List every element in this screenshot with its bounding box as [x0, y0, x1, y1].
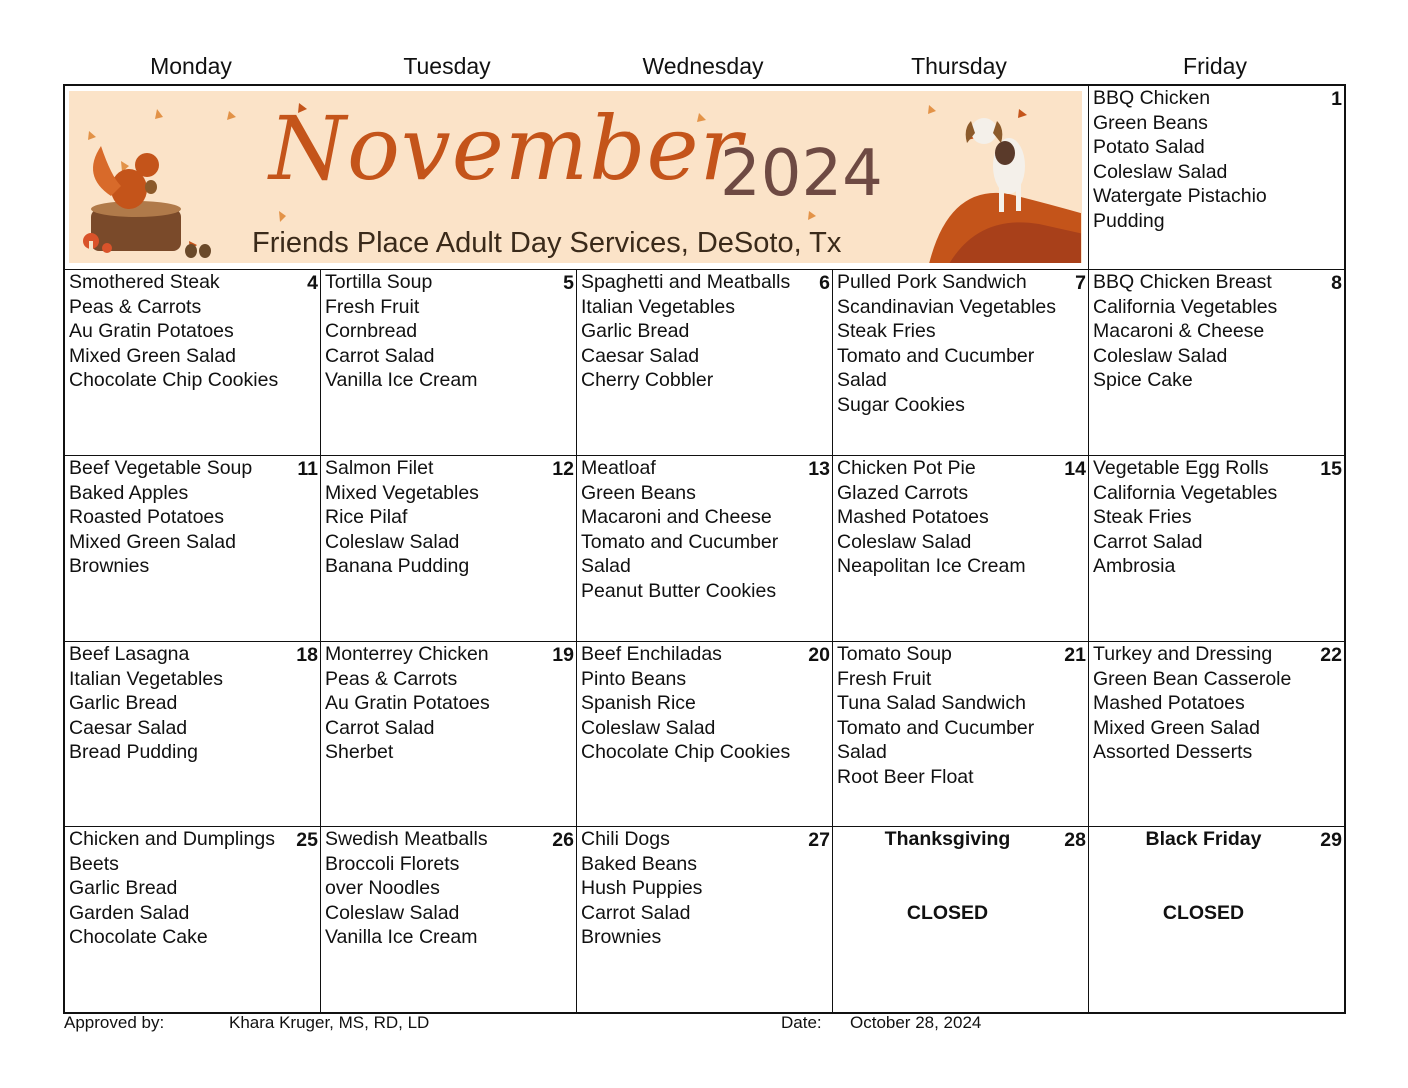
menu-item: Pinto Beans — [581, 667, 687, 690]
weekday-tuesday: Tuesday — [403, 53, 491, 79]
menu-items — [837, 456, 1084, 579]
day-cell-21 — [833, 642, 1089, 827]
day-cell-28 — [833, 827, 1089, 1012]
day-number: 7 — [1075, 272, 1086, 294]
menu-items — [1093, 86, 1340, 234]
menu-item: Scandinavian Vegetables — [837, 295, 1057, 318]
menu-item: Salmon Filet — [325, 457, 434, 479]
day-cell-27 — [577, 827, 833, 1012]
menu-item: Green Bean Casserole — [1093, 667, 1292, 690]
closed-notice: CLOSED — [906, 901, 989, 924]
approval-date: October 28, 2024 — [850, 1013, 982, 1032]
menu-item: Au Gratin Potatoes — [69, 320, 234, 343]
menu-items — [69, 642, 316, 765]
menu-item: Chocolate Chip Cookies — [69, 369, 279, 392]
menu-item: Carrot Salad — [1093, 530, 1203, 553]
holiday-name: Thanksgiving — [884, 828, 1011, 850]
day-number: 8 — [1331, 272, 1342, 294]
menu-items — [837, 642, 1084, 790]
menu-item: Mixed Green Salad — [1093, 716, 1260, 739]
menu-item: Chocolate Cake — [69, 926, 208, 949]
menu-item: California Vegetables — [1093, 481, 1278, 504]
menu-item: Coleslaw Salad — [1093, 344, 1228, 367]
day-cell-15 — [1089, 456, 1344, 642]
menu-item: Spaghetti and Meatballs — [581, 271, 791, 293]
banner-background — [69, 91, 1082, 263]
menu-item: Garden Salad — [69, 901, 190, 924]
menu-items — [581, 270, 828, 393]
menu-item: Bread Pudding — [69, 741, 199, 764]
menu-item: Assorted Desserts — [1093, 741, 1253, 764]
day-number: 28 — [1064, 829, 1086, 851]
menu-item: Caesar Salad — [581, 344, 700, 367]
day-cell-13 — [577, 456, 833, 642]
menu-item: Carrot Salad — [581, 901, 691, 924]
day-number: 1 — [1331, 88, 1342, 110]
menu-item: BBQ Chicken Breast — [1093, 271, 1272, 293]
menu-item: Meatloaf — [581, 457, 656, 479]
menu-item: Carrot Salad — [325, 344, 435, 367]
menu-item: Caesar Salad — [69, 716, 188, 739]
day-cell-20 — [577, 642, 833, 827]
day-number: 21 — [1064, 644, 1086, 666]
menu-item: Au Gratin Potatoes — [325, 692, 490, 715]
menu-item: Mixed Green Salad — [69, 530, 236, 553]
weekday-thursday: Thursday — [911, 53, 1007, 79]
menu-item: Peanut Butter Cookies — [581, 579, 777, 602]
day-cell-18 — [65, 642, 321, 827]
menu-item: Mixed Green Salad — [69, 344, 236, 367]
year-title: 2024 — [720, 137, 883, 211]
menu-items — [325, 456, 572, 579]
menu-item: Mashed Potatoes — [837, 506, 989, 529]
menu-items — [581, 456, 828, 604]
facility-subtitle: Friends Place Adult Day Services, DeSoto, Tx — [252, 227, 842, 259]
menu-item: Baked Apples — [69, 481, 189, 504]
menu-item: Coleslaw Salad — [325, 901, 460, 924]
day-number: 29 — [1320, 829, 1342, 851]
day-cell-4 — [65, 270, 321, 456]
menu-item: Brownies — [69, 555, 150, 578]
menu-item: Monterrey Chicken — [325, 643, 489, 665]
menu-item: Root Beer Float — [837, 765, 974, 788]
menu-item: Cherry Cobbler — [581, 369, 714, 392]
holiday-name: Black Friday — [1145, 828, 1262, 850]
menu-item: Mixed Vegetables — [325, 481, 479, 504]
menu-item: Pulled Pork Sandwich — [837, 271, 1027, 293]
menu-item: Mashed Potatoes — [1093, 692, 1245, 715]
menu-item: Neapolitan Ice Cream — [837, 555, 1026, 578]
menu-items — [837, 270, 1084, 418]
day-number: 5 — [563, 272, 574, 294]
day-number: 14 — [1064, 458, 1086, 480]
menu-item: Green Beans — [581, 481, 696, 504]
menu-item: Smothered Steak — [69, 271, 220, 293]
menu-items — [1093, 827, 1340, 925]
menu-item: Coleslaw Salad — [325, 530, 460, 553]
day-cell-1 — [1089, 86, 1344, 270]
menu-items — [1093, 270, 1340, 393]
menu-item: Fresh Fruit — [837, 667, 932, 690]
menu-item: Steak Fries — [837, 320, 936, 343]
menu-item: Coleslaw Salad — [837, 530, 972, 553]
date-label: Date: — [781, 1013, 822, 1032]
day-cell-22 — [1089, 642, 1344, 827]
menu-item: Chocolate Chip Cookies — [581, 741, 791, 764]
day-number: 20 — [808, 644, 830, 666]
menu-item: Salad — [837, 741, 887, 764]
day-cell-8 — [1089, 270, 1344, 456]
day-cell-29 — [1089, 827, 1344, 1012]
menu-item: Tomato and Cucumber — [837, 716, 1035, 739]
menu-item: Peas & Carrots — [69, 295, 202, 318]
menu-item: Swedish Meatballs — [325, 828, 488, 850]
menu-item: Chicken and Dumplings — [69, 828, 275, 850]
day-cell-7 — [833, 270, 1089, 456]
menu-item: Peas & Carrots — [325, 667, 458, 690]
menu-item: Chicken Pot Pie — [837, 457, 976, 479]
menu-item: Coleslaw Salad — [581, 716, 716, 739]
day-number: 6 — [819, 272, 830, 294]
menu-item: Garlic Bread — [69, 692, 178, 715]
menu-item: Pudding — [1093, 209, 1165, 232]
menu-item: over Noodles — [325, 877, 440, 900]
menu-item: Sherbet — [325, 741, 394, 764]
menu-items — [325, 270, 572, 393]
menu-item: Vanilla Ice Cream — [325, 369, 478, 392]
month-banner — [65, 86, 1089, 270]
day-cell-5 — [321, 270, 577, 456]
menu-item: Glazed Carrots — [837, 481, 969, 504]
menu-item: Hush Puppies — [581, 877, 703, 900]
month-title: November — [269, 97, 743, 200]
menu-items — [581, 642, 828, 765]
approved-label: Approved by: — [64, 1013, 165, 1032]
menu-item: Macaroni & Cheese — [1093, 320, 1265, 343]
day-number: 12 — [552, 458, 574, 480]
menu-item: Cornbread — [325, 320, 418, 343]
day-number: 19 — [552, 644, 574, 666]
menu-item: Vegetable Egg Rolls — [1093, 457, 1269, 479]
day-number: 25 — [296, 829, 318, 851]
menu-items — [69, 456, 316, 579]
menu-items — [69, 827, 316, 950]
menu-item: Garlic Bread — [581, 320, 690, 343]
menu-item: Tomato Soup — [837, 643, 952, 665]
day-number: 15 — [1320, 458, 1342, 480]
menu-item: Chili Dogs — [581, 828, 670, 850]
menu-item: Beets — [69, 852, 119, 875]
menu-items — [1093, 456, 1340, 579]
menu-calendar-grid — [63, 84, 1346, 1014]
weekday-wednesday: Wednesday — [642, 53, 764, 79]
day-cell-6 — [577, 270, 833, 456]
menu-item: Broccoli Florets — [325, 852, 460, 875]
menu-item: Carrot Salad — [325, 716, 435, 739]
menu-items — [837, 827, 1084, 925]
day-cell-11 — [65, 456, 321, 642]
day-cell-19 — [321, 642, 577, 827]
day-number: 13 — [808, 458, 830, 480]
menu-item: Sugar Cookies — [837, 393, 965, 416]
menu-item: Turkey and Dressing — [1093, 643, 1273, 665]
menu-item: Watergate Pistachio — [1093, 185, 1267, 208]
menu-item: Salad — [837, 369, 887, 392]
menu-item: Roasted Potatoes — [69, 506, 225, 529]
menu-item: Tortilla Soup — [325, 271, 433, 293]
day-number: 11 — [297, 458, 318, 480]
menu-items — [1093, 642, 1340, 765]
menu-item: Ambrosia — [1093, 555, 1176, 578]
day-cell-14 — [833, 456, 1089, 642]
menu-item: Salad — [581, 555, 631, 578]
day-number: 4 — [307, 272, 318, 294]
menu-item: Potato Salad — [1093, 136, 1205, 159]
weekday-friday: Friday — [1183, 53, 1247, 79]
day-cell-25 — [65, 827, 321, 1012]
day-cell-12 — [321, 456, 577, 642]
menu-item: Beef Vegetable Soup — [69, 457, 253, 479]
menu-item: Brownies — [581, 926, 662, 949]
menu-item: Baked Beans — [581, 852, 698, 875]
day-cell-26 — [321, 827, 577, 1012]
menu-item: Macaroni and Cheese — [581, 506, 772, 529]
day-number: 27 — [808, 829, 830, 851]
weekday-monday: Monday — [150, 53, 232, 79]
menu-items — [69, 270, 316, 393]
menu-item: Italian Vegetables — [69, 667, 223, 690]
menu-item: Steak Fries — [1093, 506, 1192, 529]
menu-items — [581, 827, 828, 950]
approver-name: Khara Kruger, MS, RD, LD — [229, 1013, 430, 1032]
menu-item: Tomato and Cucumber — [581, 530, 779, 553]
menu-item: Coleslaw Salad — [1093, 160, 1228, 183]
weekday-header — [63, 53, 1343, 83]
menu-item: Garlic Bread — [69, 877, 178, 900]
menu-item: Tuna Salad Sandwich — [837, 692, 1026, 715]
menu-item: Tomato and Cucumber — [837, 344, 1035, 367]
menu-item: Banana Pudding — [325, 555, 470, 578]
menu-item: Beef Enchiladas — [581, 643, 722, 665]
menu-item: Spice Cake — [1093, 369, 1193, 392]
menu-item: California Vegetables — [1093, 295, 1278, 318]
menu-item: Green Beans — [1093, 111, 1208, 134]
menu-item: Italian Vegetables — [581, 295, 735, 318]
menu-item: Vanilla Ice Cream — [325, 926, 478, 949]
menu-item: Beef Lasagna — [69, 643, 190, 665]
day-number: 18 — [296, 644, 318, 666]
menu-item: Spanish Rice — [581, 692, 696, 715]
day-number: 22 — [1320, 644, 1342, 666]
day-number: 26 — [552, 829, 574, 851]
closed-notice: CLOSED — [1162, 901, 1245, 924]
menu-item: Rice Pilaf — [325, 506, 408, 529]
menu-item: BBQ Chicken — [1093, 87, 1211, 109]
menu-items — [325, 827, 572, 950]
menu-item: Fresh Fruit — [325, 295, 420, 318]
menu-items — [325, 642, 572, 765]
